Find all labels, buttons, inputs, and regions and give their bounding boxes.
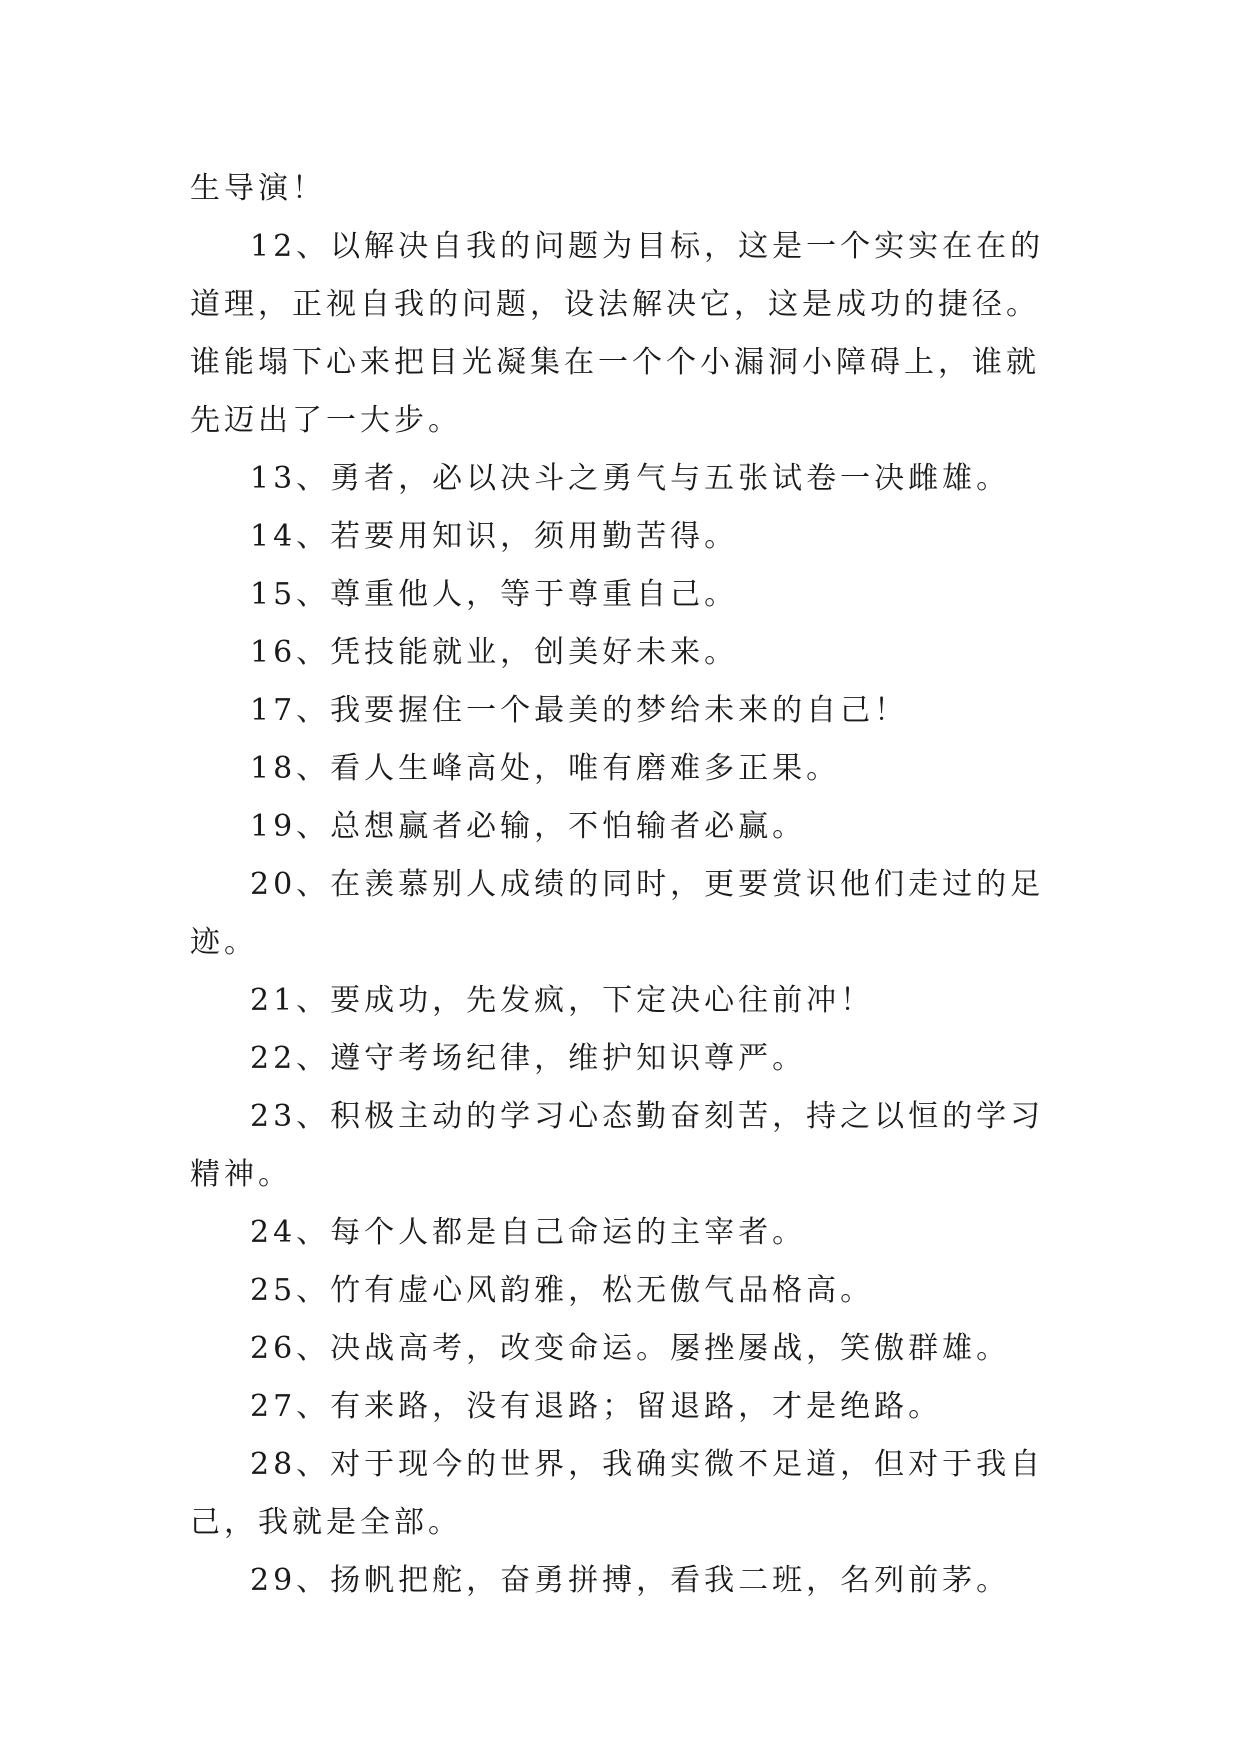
paragraph-item-29: 29、扬帆把舵，奋勇拼搏，看我二班，名列前茅。 — [250, 1563, 1011, 1598]
paragraph-continuation: 生导演！ — [190, 171, 326, 206]
paragraph-item-25: 25、竹有虚心风韵雅，松无傲气品格高。 — [250, 1273, 875, 1308]
paragraph-item-17: 17、我要握住一个最美的梦给未来的自己！ — [250, 693, 909, 728]
paragraph-item-23: 23、积极主动的学习心态勤奋刻苦，持之以恒的学习精神。 — [190, 1099, 1045, 1192]
paragraph-item-18: 18、看人生峰高处，唯有磨难多正果。 — [250, 751, 841, 786]
paragraph-item-28: 28、对于现今的世界，我确实微不足道，但对于我自己，我就是全部。 — [190, 1447, 1045, 1540]
paragraph-item-26: 26、决战高考，改变命运。屡挫屡战，笑傲群雄。 — [250, 1331, 1011, 1366]
paragraph-item-19: 19、总想赢者必输，不怕输者必赢。 — [250, 809, 807, 844]
document-body — [190, 160, 1050, 1610]
paragraph-item-21: 21、要成功，先发疯，下定决心往前冲！ — [250, 983, 875, 1018]
paragraph-item-14: 14、若要用知识，须用勤苦得。 — [250, 519, 739, 554]
paragraph-item-22: 22、遵守考场纪律，维护知识尊严。 — [250, 1041, 807, 1076]
paragraph-item-13: 13、勇者，必以决斗之勇气与五张试卷一决雌雄。 — [250, 461, 1011, 496]
paragraph-item-15: 15、尊重他人，等于尊重自己。 — [250, 577, 739, 612]
paragraph-item-27: 27、有来路，没有退路；留退路，才是绝路。 — [250, 1389, 943, 1424]
paragraph-item-20: 20、在羡慕别人成绩的同时，更要赏识他们走过的足迹。 — [190, 867, 1045, 960]
paragraph-item-12: 12、以解决自我的问题为目标，这是一个实实在在的道理，正视自我的问题，设法解决它，这是成功的捷径。谁能塌下心来把目光凝集在一个个小漏洞小障碍上，谁就先迈出了一大步。 — [190, 229, 1045, 438]
paragraph-item-24: 24、每个人都是自己命运的主宰者。 — [250, 1215, 807, 1250]
paragraph-item-16: 16、凭技能就业，创美好未来。 — [250, 635, 739, 670]
